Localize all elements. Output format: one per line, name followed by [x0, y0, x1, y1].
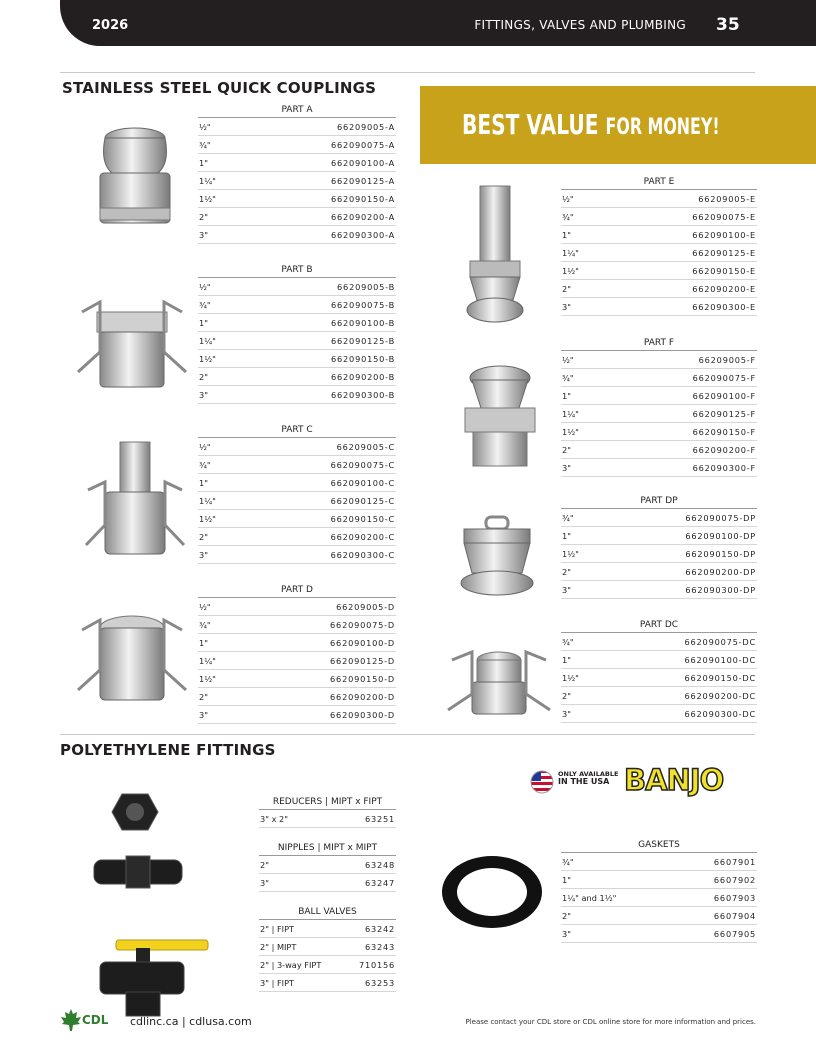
- table-row: [561, 387, 757, 405]
- reducer-image: [110, 790, 160, 834]
- part-a-coupling-image: [90, 118, 180, 238]
- part-number-cell: 662090300-D: [330, 709, 395, 720]
- part-number-cell: 662090150-D: [330, 673, 395, 684]
- table-row: [561, 351, 757, 369]
- part-number-cell: 662090075-A: [330, 139, 395, 150]
- table-row: [198, 208, 396, 226]
- table-row: [561, 633, 757, 651]
- size-cell: 1¼": [199, 335, 216, 346]
- size-cell: 1¼": [562, 247, 579, 258]
- table-row: [198, 296, 396, 314]
- part-number-cell: 6607905: [713, 928, 756, 939]
- maple-leaf-icon: [60, 1008, 82, 1032]
- table-title: PART C: [198, 425, 396, 438]
- part-number-cell: 662090100-F: [692, 390, 756, 401]
- part-number-cell: 662090150-B: [331, 353, 395, 364]
- usa-availability-text: [558, 771, 618, 785]
- table-row: [561, 871, 757, 889]
- table-title: PART F: [561, 338, 757, 351]
- part-number-cell: 662090300-E: [692, 301, 756, 312]
- part-number-cell: 662090125-E: [692, 247, 756, 258]
- part-c-coupling-image: [80, 440, 190, 560]
- size-cell: 3": [199, 389, 208, 400]
- part-number-cell: 662090075-D: [330, 619, 395, 630]
- part-number-cell: 6607904: [713, 910, 756, 921]
- table-row: [259, 974, 396, 992]
- part-number-cell: 662090300-A: [330, 229, 395, 240]
- footer-note: Please contact your CDL store or CDL online store for more information and prices.: [465, 1018, 756, 1026]
- part-number-cell: 662090200-DP: [685, 566, 756, 577]
- size-cell: 2": [562, 444, 571, 455]
- size-cell: 2" | FIPT: [260, 923, 295, 934]
- size-cell: 1": [199, 477, 208, 488]
- part-dc-cap-image: [444, 630, 554, 720]
- size-cell: ½": [199, 121, 211, 132]
- part-number-cell: 662090100-A: [330, 157, 395, 168]
- size-cell: 3": [199, 709, 208, 720]
- table-row: [561, 853, 757, 871]
- table-row: [561, 459, 757, 477]
- table-part-dp: [561, 496, 757, 599]
- cdl-logo-text: CDL: [82, 1013, 109, 1027]
- table-row: [198, 456, 396, 474]
- part-number-cell: 63242: [364, 923, 395, 934]
- table-part-d: [198, 585, 396, 724]
- table-row: [561, 925, 757, 943]
- table-row: [198, 706, 396, 724]
- table-title: NIPPLES | MIPT x MIPT: [259, 843, 396, 856]
- part-number-cell: 66209005-C: [336, 441, 395, 452]
- table-gaskets: [561, 840, 757, 943]
- size-cell: 2": [199, 211, 208, 222]
- table-row: [198, 136, 396, 154]
- poly-section-title: POLYETHYLENE FITTINGS: [60, 741, 276, 759]
- size-cell: 1½": [562, 672, 579, 683]
- table-row: [561, 509, 757, 527]
- size-cell: 1½": [562, 265, 579, 276]
- gasket-image: [440, 852, 544, 932]
- banner-big-text: BEST VALUE: [462, 108, 599, 141]
- size-cell: 2": [562, 690, 571, 701]
- part-number-cell: 662090300-F: [692, 462, 756, 473]
- table-row: [198, 528, 396, 546]
- part-number-cell: 662090150-DC: [684, 672, 756, 683]
- size-cell: 1¼": [199, 175, 216, 186]
- table-row: [561, 651, 757, 669]
- part-number-cell: 662090075-E: [692, 211, 756, 222]
- part-number-cell: 66209005-B: [337, 281, 395, 292]
- size-cell: 2": [199, 371, 208, 382]
- table-nipples: [259, 843, 396, 892]
- table-row: [561, 889, 757, 907]
- part-number-cell: 662090100-B: [331, 317, 395, 328]
- size-cell: 1½": [199, 353, 216, 364]
- table-title: PART A: [198, 105, 396, 118]
- table-row: [561, 226, 757, 244]
- size-cell: ¾": [199, 139, 211, 150]
- part-number-cell: 662090075-C: [330, 459, 395, 470]
- part-number-cell: 662090125-B: [331, 335, 395, 346]
- part-number-cell: 662090200-C: [330, 531, 395, 542]
- size-cell: 1½": [199, 513, 216, 524]
- table-title: GASKETS: [561, 840, 757, 853]
- part-number-cell: 662090200-A: [330, 211, 395, 222]
- stainless-section-title: STAINLESS STEEL QUICK COUPLINGS: [62, 79, 377, 97]
- page-header: [60, 0, 816, 46]
- size-cell: 2": [562, 283, 571, 294]
- table-row: [561, 705, 757, 723]
- part-number-cell: 662090150-C: [330, 513, 395, 524]
- table-row: [561, 687, 757, 705]
- part-number-cell: 662090100-DC: [684, 654, 756, 665]
- size-cell: ¾": [562, 512, 574, 523]
- part-number-cell: 63248: [364, 859, 395, 870]
- table-row: [198, 386, 396, 404]
- part-number-cell: 662090075-DC: [684, 636, 756, 647]
- size-cell: 2": [199, 531, 208, 542]
- table-title: PART B: [198, 265, 396, 278]
- size-cell: 2": [562, 566, 571, 577]
- table-row: [198, 510, 396, 528]
- section-rule: [60, 734, 755, 735]
- size-cell: 1": [562, 874, 571, 885]
- size-cell: 2" | MIPT: [260, 941, 297, 952]
- part-number-cell: 63253: [364, 977, 395, 988]
- size-cell: 3": [562, 301, 571, 312]
- size-cell: ½": [199, 441, 211, 452]
- table-row: [561, 669, 757, 687]
- banner-small-text: FOR MONEY!: [605, 115, 720, 140]
- table-row: [561, 244, 757, 262]
- header-year: 2026: [92, 18, 129, 33]
- table-row: [259, 920, 396, 938]
- size-cell: ¾": [562, 856, 574, 867]
- part-e-adapter-image: [455, 182, 535, 327]
- table-row: [259, 956, 396, 974]
- table-row: [561, 545, 757, 563]
- part-number-cell: 662090200-F: [692, 444, 756, 455]
- part-f-adapter-image: [455, 360, 545, 470]
- size-cell: ¾": [562, 372, 574, 383]
- table-row: [561, 907, 757, 925]
- table-row: [198, 438, 396, 456]
- table-row: [198, 332, 396, 350]
- part-b-coupling-image: [72, 292, 192, 392]
- size-cell: 3": [562, 584, 571, 595]
- usa-flag-icon: [530, 770, 554, 794]
- part-number-cell: 662090300-C: [330, 549, 395, 560]
- size-cell: 1": [562, 229, 571, 240]
- table-row: [198, 314, 396, 332]
- part-number-cell: 662090200-B: [331, 371, 395, 382]
- header-section: FITTINGS, VALVES AND PLUMBING: [474, 18, 686, 32]
- part-number-cell: 662090100-C: [330, 477, 395, 488]
- size-cell: ¾": [562, 211, 574, 222]
- size-cell: 1": [562, 654, 571, 665]
- part-number-cell: 662090150-DP: [685, 548, 756, 559]
- part-number-cell: 662090125-F: [692, 408, 756, 419]
- part-number-cell: 66209005-D: [336, 601, 395, 612]
- table-row: [561, 262, 757, 280]
- size-cell: ½": [562, 354, 574, 365]
- part-number-cell: 66209005-E: [698, 193, 756, 204]
- size-cell: ¾": [562, 636, 574, 647]
- size-cell: 3": [199, 549, 208, 560]
- table-row: [561, 190, 757, 208]
- part-dp-plug-image: [452, 515, 542, 600]
- page-number: 35: [716, 15, 740, 35]
- part-number-cell: 662090150-F: [692, 426, 756, 437]
- size-cell: 3": [260, 877, 269, 888]
- table-row: [259, 874, 396, 892]
- footer-urls[interactable]: cdlinc.ca | cdlusa.com: [130, 1015, 252, 1028]
- usa-line1: ONLY AVAILABLE: [558, 770, 619, 778]
- table-row: [561, 581, 757, 599]
- table-row: [198, 546, 396, 564]
- size-cell: ¾": [199, 619, 211, 630]
- part-d-coupling-image: [72, 600, 192, 710]
- table-row: [259, 810, 396, 828]
- table-row: [259, 938, 396, 956]
- table-part-e: [561, 177, 757, 316]
- table-row: [198, 634, 396, 652]
- table-row: [561, 563, 757, 581]
- size-cell: 2": [199, 691, 208, 702]
- table-row: [198, 226, 396, 244]
- size-cell: ¾": [199, 459, 211, 470]
- table-row: [198, 616, 396, 634]
- table-row: [198, 652, 396, 670]
- part-number-cell: 6607903: [713, 892, 756, 903]
- table-row: [198, 492, 396, 510]
- table-title: PART DC: [561, 620, 757, 633]
- table-part-c: [198, 425, 396, 564]
- part-number-cell: 662090200-D: [330, 691, 395, 702]
- table-part-a: [198, 105, 396, 244]
- part-number-cell: 662090100-E: [692, 229, 756, 240]
- part-number-cell: 662090075-B: [331, 299, 395, 310]
- size-cell: 2": [562, 910, 571, 921]
- banjo-logo: BANJO: [624, 763, 724, 797]
- table-row: [198, 688, 396, 706]
- part-number-cell: 66209005-F: [698, 354, 756, 365]
- size-cell: 3": [562, 708, 571, 719]
- part-number-cell: 662090300-DC: [684, 708, 756, 719]
- usa-line2: IN THE USA: [558, 777, 610, 786]
- table-row: [198, 598, 396, 616]
- size-cell: 2": [260, 859, 269, 870]
- size-cell: 1¼": [199, 655, 216, 666]
- size-cell: 1": [199, 157, 208, 168]
- size-cell: ½": [199, 601, 211, 612]
- size-cell: 1½": [562, 548, 579, 559]
- ball-valve-image: [96, 936, 211, 1018]
- table-row: [561, 369, 757, 387]
- size-cell: 1": [562, 530, 571, 541]
- size-cell: 1¼": [199, 495, 216, 506]
- table-row: [198, 190, 396, 208]
- table-row: [561, 423, 757, 441]
- table-part-b: [198, 265, 396, 404]
- size-cell: 3": [199, 229, 208, 240]
- table-row: [198, 350, 396, 368]
- size-cell: 1¼": [562, 408, 579, 419]
- table-row: [198, 474, 396, 492]
- part-number-cell: 63243: [364, 941, 395, 952]
- part-number-cell: 662090300-B: [331, 389, 395, 400]
- nipple-image: [92, 852, 184, 892]
- part-number-cell: 662090200-DC: [684, 690, 756, 701]
- size-cell: 3": [562, 928, 571, 939]
- table-part-f: [561, 338, 757, 477]
- part-number-cell: 662090075-DP: [685, 512, 756, 523]
- part-number-cell: 6607901: [713, 856, 756, 867]
- table-row: [198, 154, 396, 172]
- table-row: [561, 405, 757, 423]
- part-number-cell: 662090075-F: [692, 372, 756, 383]
- part-number-cell: 63251: [364, 813, 395, 824]
- table-reducers: [259, 797, 396, 828]
- size-cell: 2" | 3-way FIPT: [260, 959, 322, 970]
- table-row: [561, 280, 757, 298]
- part-number-cell: 662090150-E: [692, 265, 756, 276]
- size-cell: 1": [562, 390, 571, 401]
- part-number-cell: 662090300-DP: [685, 584, 756, 595]
- table-row: [198, 670, 396, 688]
- size-cell: 3" x 2": [260, 813, 289, 824]
- banner-text: [462, 108, 720, 141]
- part-number-cell: 662090125-D: [330, 655, 395, 666]
- table-row: [259, 856, 396, 874]
- part-number-cell: 710156: [358, 959, 395, 970]
- table-title: PART DP: [561, 496, 757, 509]
- part-number-cell: 662090200-E: [692, 283, 756, 294]
- table-row: [561, 527, 757, 545]
- table-ball-valves: [259, 907, 396, 992]
- part-number-cell: 6607902: [713, 874, 756, 885]
- table-title: PART E: [561, 177, 757, 190]
- size-cell: 1½": [199, 673, 216, 684]
- table-row: [561, 441, 757, 459]
- table-title: BALL VALVES: [259, 907, 396, 920]
- table-row: [198, 368, 396, 386]
- table-title: REDUCERS | MIPT x FIPT: [259, 797, 396, 810]
- size-cell: ½": [199, 281, 211, 292]
- table-row: [198, 118, 396, 136]
- part-number-cell: 63247: [364, 877, 395, 888]
- size-cell: 3" | FIPT: [260, 977, 295, 988]
- part-number-cell: 662090100-D: [330, 637, 395, 648]
- size-cell: ½": [562, 193, 574, 204]
- part-number-cell: 662090150-A: [330, 193, 395, 204]
- part-number-cell: 662090100-DP: [685, 530, 756, 541]
- table-part-dc: [561, 620, 757, 723]
- part-number-cell: 662090125-C: [330, 495, 395, 506]
- section-rule: [60, 72, 755, 73]
- table-row: [561, 208, 757, 226]
- size-cell: ¾": [199, 299, 211, 310]
- table-row: [198, 172, 396, 190]
- table-row: [561, 298, 757, 316]
- table-row: [198, 278, 396, 296]
- size-cell: 3": [562, 462, 571, 473]
- part-number-cell: 66209005-A: [336, 121, 395, 132]
- size-cell: 1¼" and 1½": [562, 892, 617, 903]
- size-cell: 1½": [199, 193, 216, 204]
- size-cell: 1": [199, 317, 208, 328]
- table-title: PART D: [198, 585, 396, 598]
- size-cell: 1½": [562, 426, 579, 437]
- size-cell: 1": [199, 637, 208, 648]
- part-number-cell: 662090125-A: [330, 175, 395, 186]
